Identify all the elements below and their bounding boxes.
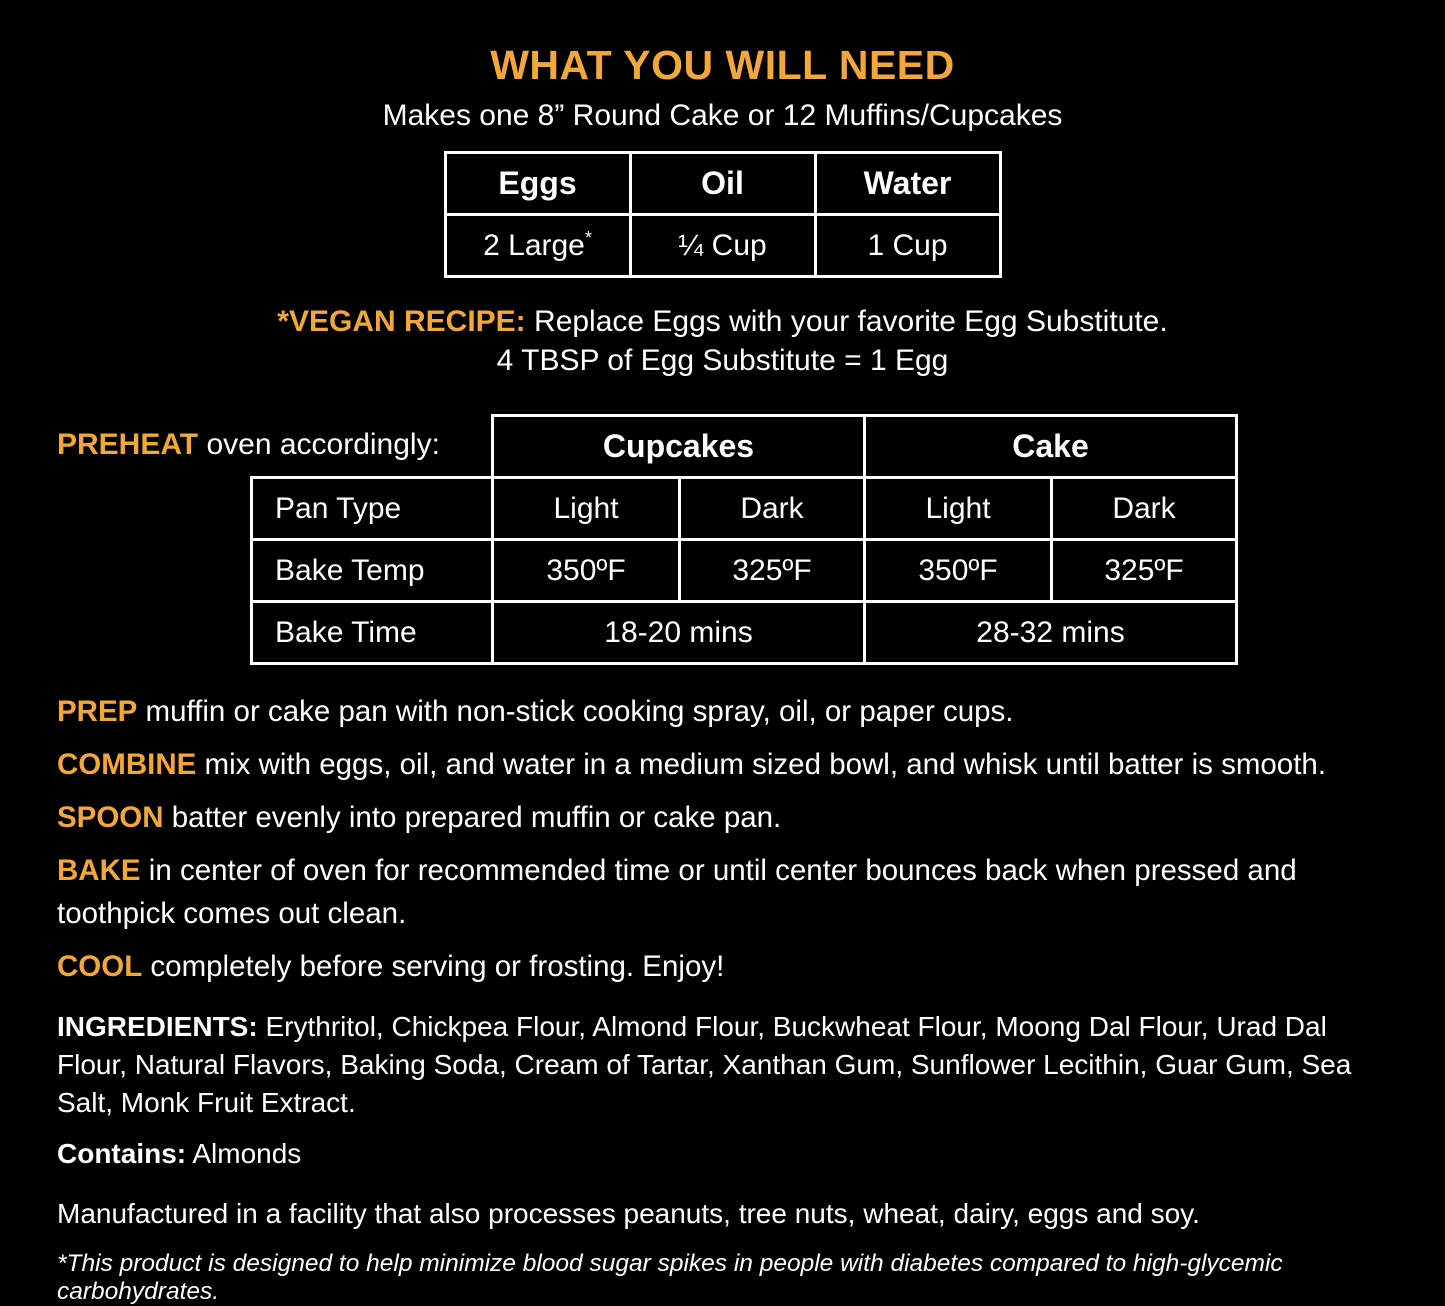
- bake-temp-cupcakes-dark: 325ºF: [680, 540, 865, 602]
- bake-temp-cupcakes-light: 350ºF: [493, 540, 680, 602]
- column-header-water: Water: [815, 153, 1000, 215]
- pan-type-row: [252, 478, 1237, 540]
- column-header-eggs: Eggs: [445, 153, 630, 215]
- preheat-table: [250, 414, 1238, 665]
- step-prep-text: muffin or cake pan with non-stick cooking spray, oil, or paper cups.: [137, 695, 1014, 728]
- step-bake: [57, 849, 1383, 935]
- step-spoon: [57, 796, 1383, 839]
- diabetes-footnote: *This product is designed to help minimize blood sugar spikes in people with diabetes compared to high-glycemic carbohydrates.: [57, 1250, 1283, 1305]
- bake-time-row: [252, 602, 1237, 664]
- pan-type-cupcakes-light: Light: [493, 478, 680, 540]
- pan-type-cupcakes-dark: Dark: [680, 478, 865, 540]
- vegan-note-text: Replace Eggs with your favorite Egg Substitute.: [525, 305, 1168, 338]
- page-title: WHAT YOU WILL NEED: [490, 42, 955, 88]
- eggs-amount: 2 Large: [483, 229, 585, 262]
- pan-type-cake-dark: Dark: [1052, 478, 1237, 540]
- pan-type-cake-light: Light: [865, 478, 1052, 540]
- eggs-value: [445, 215, 630, 277]
- preheat-keyword: PREHEAT: [57, 428, 199, 461]
- step-combine-text: mix with eggs, oil, and water in a medium sized bowl, and whisk until batter is smooth.: [196, 748, 1327, 781]
- yield-subtitle: Makes one 8” Round Cake or 12 Muffins/Cupcakes: [382, 99, 1063, 132]
- instruction-steps: [57, 690, 1383, 988]
- quantity-table: [444, 151, 1002, 278]
- step-cool: [57, 945, 1383, 988]
- row-label-pan-type: Pan Type: [252, 478, 493, 540]
- contains-label: Contains:: [57, 1138, 187, 1169]
- ingredients-text: Erythritol, Chickpea Flour, Almond Flour, Buckwheat Flour, Moong Dal Flour, Urad Dal Flour, Natural Flavors, Baking Soda, Cream of Tartar, Xanthan Gum, Sunflower Lecithin, Guar Gum, Sea Salt, Monk Fruit Extract.: [57, 1011, 1352, 1118]
- bake-temp-cake-light: 350ºF: [865, 540, 1052, 602]
- column-header-oil: Oil: [630, 153, 815, 215]
- facility-note: Manufactured in a facility that also processes peanuts, tree nuts, wheat, dairy, eggs and soy.: [57, 1198, 1200, 1229]
- preheat-blank-cell: [252, 416, 493, 478]
- bake-temp-cake-dark: 325ºF: [1052, 540, 1237, 602]
- contains-text: Almonds: [186, 1138, 302, 1169]
- quantity-table-header-row: [445, 153, 1000, 215]
- vegan-note-line1: [0, 302, 1445, 341]
- group-header-cupcakes: Cupcakes: [493, 416, 865, 478]
- step-spoon-text: batter evenly into prepared muffin or cake pan.: [163, 801, 782, 834]
- ingredients-label: INGREDIENTS:: [57, 1011, 258, 1042]
- quantity-table-value-row: [445, 215, 1000, 277]
- preheat-group-header-row: [252, 416, 1237, 478]
- preheat-section: [0, 414, 1445, 660]
- water-value: 1 Cup: [815, 215, 1000, 277]
- preheat-label-rest: oven accordingly:: [198, 428, 440, 461]
- step-prep-keyword: PREP: [57, 695, 138, 728]
- step-spoon-keyword: SPOON: [57, 801, 164, 834]
- step-cool-keyword: COOL: [57, 950, 143, 983]
- bake-time-cupcakes: 18-20 mins: [493, 602, 865, 664]
- step-cool-text: completely before serving or frosting. Enjoy!: [142, 950, 725, 983]
- vegan-note: [0, 302, 1445, 380]
- vegan-recipe-label: *VEGAN RECIPE:: [277, 305, 526, 338]
- bake-time-cake: 28-32 mins: [865, 602, 1237, 664]
- row-label-bake-time: Bake Time: [252, 602, 493, 664]
- oil-value: ¼ Cup: [630, 215, 815, 277]
- step-bake-text: in center of oven for recommended time or until center bounces back when pressed and toothpick comes out clean.: [57, 854, 1297, 930]
- step-prep: [57, 690, 1383, 733]
- vegan-note-line2: 4 TBSP of Egg Substitute = 1 Egg: [496, 344, 949, 377]
- step-combine: [57, 743, 1383, 786]
- contains-line: [57, 1138, 1375, 1170]
- group-header-cake: Cake: [865, 416, 1237, 478]
- row-label-bake-temp: Bake Temp: [252, 540, 493, 602]
- step-bake-keyword: BAKE: [57, 854, 141, 887]
- eggs-footnote-marker: *: [584, 228, 592, 248]
- bake-temp-row: [252, 540, 1237, 602]
- ingredients-list: [57, 1008, 1375, 1122]
- step-combine-keyword: COMBINE: [57, 748, 197, 781]
